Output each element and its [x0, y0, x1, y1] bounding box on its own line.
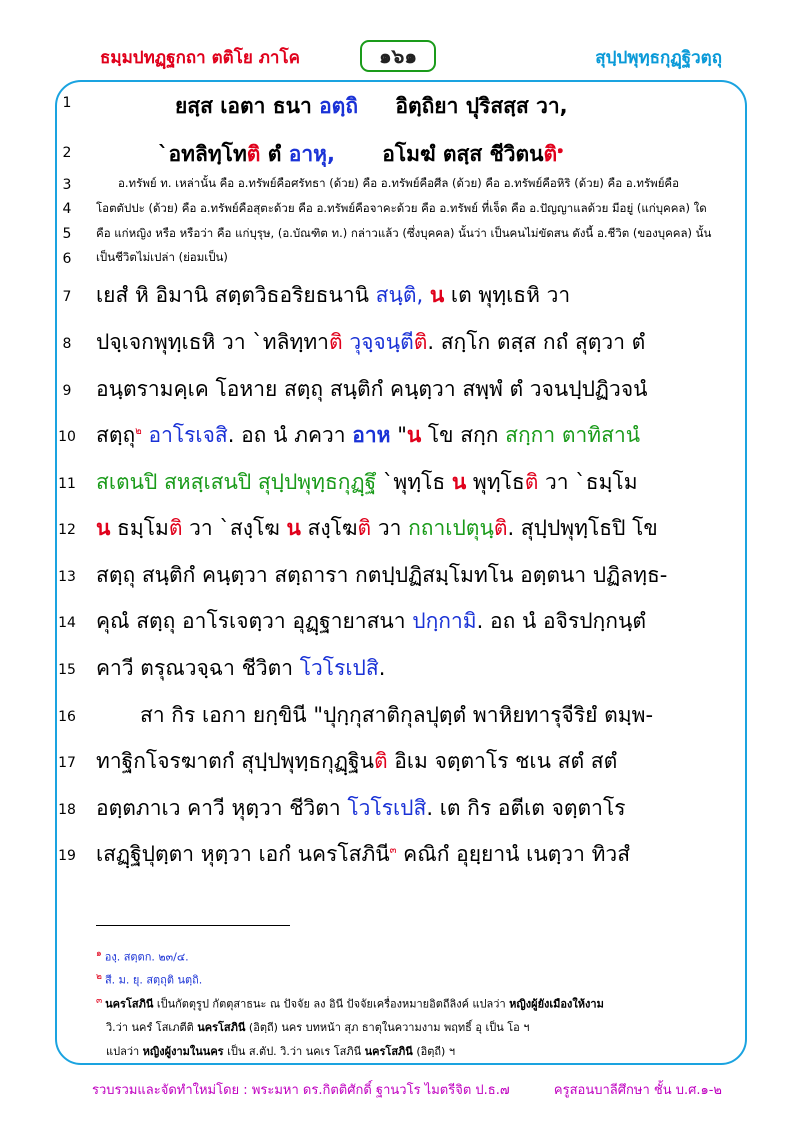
line-number: 7 — [62, 289, 72, 305]
text: ติ — [413, 330, 428, 354]
translation-line: โอตตัปปะ (ด้วย) คือ อ.ทรัพย์คือสุตะด้วย คือ อ.ทรัพย์คือจาคะด้วย คือ อ.ทรัพย์ ที่เจ็ด คือ อ.ปัญญาแลด้วย มีอยู่ (แก่บุคคล) ใด — [96, 201, 707, 215]
verse-line-2 — [158, 138, 564, 171]
text: น — [286, 516, 301, 540]
text: น — [429, 283, 445, 307]
line-number: 12 — [58, 522, 76, 538]
line-number: 16 — [58, 709, 76, 725]
footnote-text: สี. ม. ยุ. สตฺถุติ นตฺถิ. — [104, 973, 203, 987]
verse-line-1 — [175, 90, 568, 123]
text: เสฏฺฐิปุตฺตา หุตฺวา เอกํ นครโสภินี — [96, 842, 390, 866]
body-line-12 — [96, 518, 724, 539]
footnote-divider — [96, 925, 290, 926]
body-line-7 — [96, 285, 724, 306]
book-title: ธมฺมปทฏฺฐกถา ตติโย ภาโค — [100, 48, 300, 68]
footnote-ref: ๒ — [135, 426, 142, 437]
text: . สกฺโก ตสฺส กถํ สุตฺวา ตํ — [427, 330, 646, 354]
text: `พุทฺโธ — [376, 470, 452, 494]
text: สเตนปิ สหสฺเสนปิ สุปฺปพุทฺธกุฏฺฐึ — [96, 470, 377, 494]
line-number: 17 — [58, 755, 76, 771]
footnote-3-line-2 — [106, 1018, 529, 1036]
text: (อิตฺถี) นคร บทหน้า สุภ ธาตุในความงาม พฤทธิ์ อุ เป็น โอ ฯ — [245, 1021, 530, 1034]
text: . อถ นํ อจิรปกฺกนฺตํ — [476, 609, 646, 633]
text: เต พุทฺเธหิ วา — [444, 283, 571, 307]
footnote-3-line-3 — [106, 1042, 455, 1060]
verse-text: `อทลิทฺโท — [158, 142, 247, 166]
footer-author: รวบรวมและจัดทำใหม่โดย : พระมหา ดร.กิตติศักดิ์ ฐานวโร ไมตรีจิต ป.ธ.๗ — [92, 1083, 510, 1098]
body-line-14 — [96, 611, 724, 632]
body-line-13: สตฺถุ สนฺติกํ คนฺตฺวา สตฺถารา กตปฺปฏิสมฺโมทโน อตฺตนา ปฏิลทฺธ- — [96, 563, 668, 587]
body-line-11 — [96, 472, 724, 493]
text: เป็นกัตตุรูป กัตตุสาธนะ ณ ปัจจัย ลง อินี ปัจจัยเครื่องหมายอิตถีลิงค์ แปลว่า — [153, 997, 510, 1011]
body-line-9: อนฺตรามคฺเค โอหาย สตฺถุ สนฺติกํ คนฺตฺวา สพฺพํ ตํ วจนปฺปฏิวจนํ — [96, 377, 648, 401]
text: อตฺตภาเว คาวี หุตฺวา ชีวิตา — [96, 796, 348, 820]
text: สตฺถุ — [96, 423, 136, 447]
line-number: 13 — [58, 569, 76, 585]
text: วา `ธมฺโม — [538, 470, 638, 494]
text: คาวี ตรุณวจฺฉา ชีวิตา — [96, 656, 300, 680]
text: สงฺโฆ — [300, 516, 358, 540]
text: เป็น ส.ตัป. วิ.ว่า นคเร โสภินี — [223, 1045, 365, 1058]
line-number: 15 — [58, 662, 76, 678]
text: ติ — [493, 516, 508, 540]
footer-course: ครูสอนบาลีศึกษา ชั้น บ.ศ.๑-๒ — [553, 1083, 722, 1098]
line-number: 10 — [58, 429, 76, 445]
line-number: 11 — [58, 476, 76, 492]
text: โวโรเปสิ — [299, 656, 379, 680]
translation-line: อ.ทรัพย์ ท. เหล่านั้น คือ อ.ทรัพย์คือศรัทธา (ด้วย) คือ อ.ทรัพย์คือศีล (ด้วย) คือ อ.ทรัพย์คือหิริ (ด้วย) คือ อ.ทรัพย์คือ — [118, 176, 680, 190]
text: คุณํ สตฺถุ อาโรเจตฺวา อุฏฺฐายาสนา — [96, 609, 413, 633]
footnote-text: องฺ. สตฺตก. ๒๓/๔. — [104, 950, 189, 964]
footnote-mark: ๑ — [96, 949, 102, 959]
footnote-2 — [96, 969, 202, 989]
text: โวโรเปสิ — [347, 796, 427, 820]
verse-text: ตํ — [267, 142, 282, 166]
text: ทาฐิกโจรฆาตกํ สุปฺปพุทฺธกุฏฺฐิน — [96, 749, 374, 773]
translation-line: คือ แก่หญิง หรือ หรือว่า คือ แก่บุรุษ, (อ.บัณฑิต ท.) กล่าวแล้ว (ซึ่งบุคคล) นั้นว่า เป็นคนไม่ขัดสน ดังนี้ อ.ชีวิต (ของบุคคล) นั้น — [96, 226, 712, 240]
text: แปลว่า — [106, 1045, 143, 1058]
footnote-ref: ๓ — [389, 845, 397, 856]
line-number: 3 — [62, 177, 72, 193]
footnote-ref: ๑ — [557, 145, 564, 156]
text: ติ — [524, 470, 539, 494]
text: ติ — [168, 516, 183, 540]
text: คณิกํ อุยฺยานํ เนตฺวา ทิวสํ — [396, 842, 631, 866]
text: กถาเปตุนฺ — [408, 516, 494, 540]
text: . อถ นํ ภควา — [227, 423, 353, 447]
text: โข สกฺก — [421, 423, 506, 447]
text: วุจฺจนฺตี — [349, 330, 414, 354]
verse-text: ยสฺส เอตา ธนา — [175, 94, 312, 118]
text: หญิงผู้ยังเมืองให้งาม — [509, 997, 604, 1011]
body-line-19 — [96, 844, 724, 865]
verse-text: อโมฆํ ตสฺส ชีวิตน — [382, 142, 544, 166]
text: ปกฺกามิ — [412, 609, 477, 633]
verse-text: อตฺถิ — [319, 94, 359, 118]
text: วิ.ว่า นครํ โสเภตีติ — [106, 1021, 198, 1034]
story-title: สุปฺปพุทฺธกุฏฺฐิวตฺถุ — [595, 48, 722, 68]
text: หญิงผู้งามในนคร — [142, 1045, 224, 1058]
verse-text: ติ — [543, 142, 558, 166]
text: . เต กิร อตีเต จตฺตาโร — [426, 796, 626, 820]
text: " — [390, 423, 407, 447]
line-number: 9 — [62, 383, 72, 399]
footnote-3 — [96, 993, 604, 1013]
body-line-16: สา กิร เอกา ยกฺขินี "ปุกฺกุสาติกุลปุตฺตํ พาหิยทารุจีริยํ ตมฺพ- — [140, 703, 654, 727]
text: . สุปฺปพุทฺโธปิ โข — [507, 516, 658, 540]
verse-text: อิตฺถิยา ปุริสสฺส วา, — [395, 94, 568, 118]
text: นครโสภินี — [197, 1021, 246, 1034]
line-number: 19 — [58, 848, 76, 864]
text: ปจฺเจกพุทฺเธหิ วา `ทลิทฺทา — [96, 330, 329, 354]
text: นครโสภินี — [105, 997, 154, 1011]
page-number: ๑๖๑ — [360, 40, 436, 72]
footnote-mark: ๒ — [96, 972, 102, 982]
text: น — [451, 470, 467, 494]
footnote-mark: ๓ — [96, 996, 103, 1006]
body-line-18 — [96, 798, 724, 819]
verse-text: อาหุ, — [288, 142, 335, 166]
footnote-1 — [96, 946, 189, 966]
text: สกฺกา ตาทิสานํ — [505, 423, 641, 447]
translation-line: เป็นชีวิตไม่เปล่า (ย่อมเป็น) — [96, 250, 228, 264]
text: ติ — [328, 330, 343, 354]
text: ติ — [373, 749, 388, 773]
body-line-8 — [96, 332, 724, 353]
text: . — [378, 656, 386, 680]
text: เยสํ หิ อิมานิ สตฺตวิธอริยธนานิ — [96, 283, 376, 307]
text: สนฺติ, — [375, 283, 424, 307]
line-number: 1 — [62, 95, 72, 111]
text: ติ — [357, 516, 372, 540]
body-line-17 — [96, 751, 724, 772]
body-line-15 — [96, 658, 724, 679]
body-line-10 — [96, 425, 724, 446]
text: วา `สงฺโฆ — [182, 516, 287, 540]
line-number: 2 — [62, 145, 72, 161]
line-number: 8 — [62, 336, 72, 352]
text: (อิตฺถี) ฯ — [412, 1045, 455, 1058]
line-number: 18 — [58, 802, 76, 818]
text: อิเม จตฺตาโร ชเน สตํ สตํ — [387, 749, 618, 773]
line-number: 4 — [62, 201, 72, 217]
text: นครโสภินี — [364, 1045, 413, 1058]
text: วา — [371, 516, 409, 540]
verse-text: ติ — [246, 142, 261, 166]
line-number: 14 — [58, 615, 76, 631]
line-number: 5 — [62, 226, 72, 242]
text: น — [406, 423, 422, 447]
line-number: 6 — [62, 251, 72, 267]
text: พุทฺโธ — [466, 470, 525, 494]
text — [423, 283, 430, 307]
text: ธมฺโม — [110, 516, 169, 540]
text: อาโรเจสิ — [148, 423, 228, 447]
text: อาห — [352, 423, 391, 447]
text: น — [96, 516, 111, 540]
